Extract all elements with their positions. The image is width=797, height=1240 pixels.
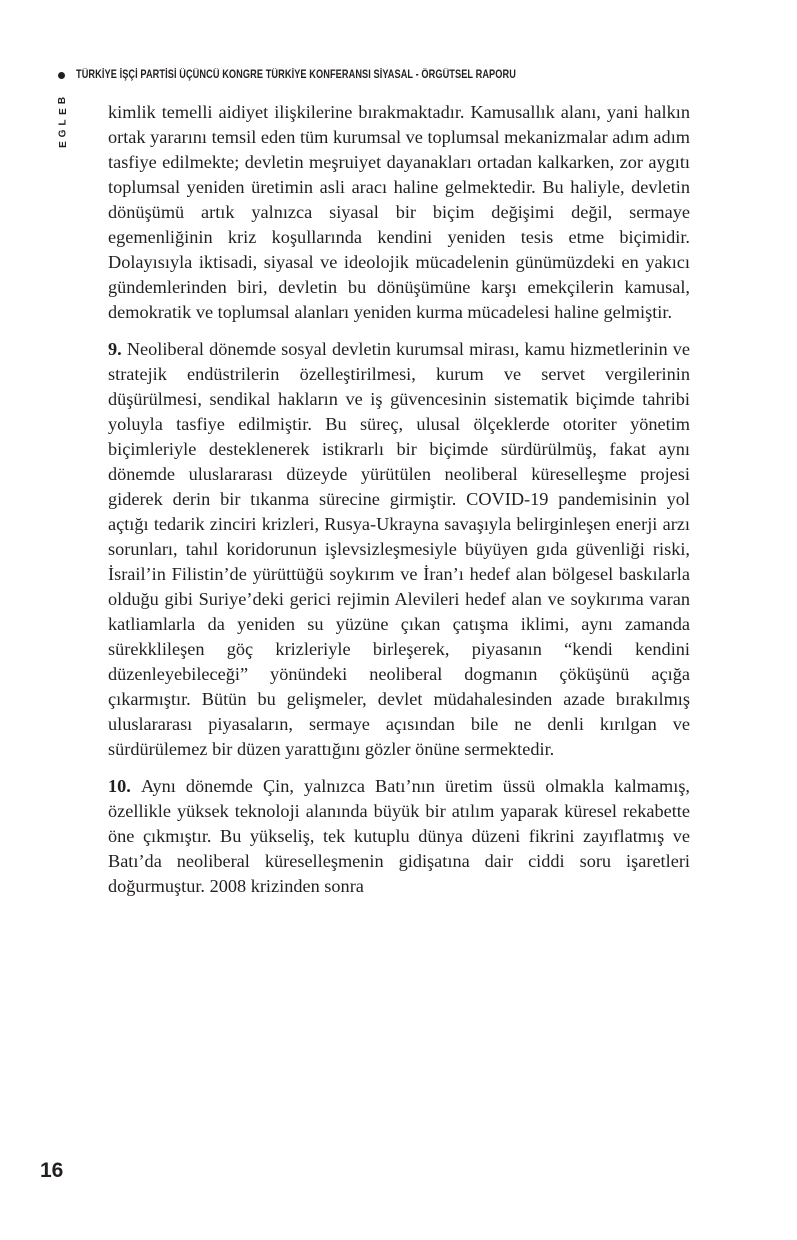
paragraph-number: 10.: [108, 776, 141, 796]
paragraph: [108, 774, 690, 899]
side-label-letter: G: [57, 129, 69, 138]
side-label-letter: E: [57, 108, 69, 115]
paragraph: [108, 100, 690, 325]
side-label-letter: B: [57, 96, 69, 105]
side-label-letter: L: [57, 119, 69, 126]
running-header: [58, 67, 626, 83]
page-number: 16: [40, 1159, 64, 1182]
bullet-icon: [58, 72, 65, 79]
side-label-letter: E: [57, 141, 69, 148]
paragraph-text: kimlik temelli aidiyet ilişkilerine bırakmaktadır. Kamusallık alanı, yani halkın ortak yararını temsil eden tüm kurumsal ve toplumsal mekanizmalar adım adım tasfiye edilmekte; devletin meşruiyet dayanakları ortadan kalkarken, zor aygıtı toplumsal yeniden üretimin asli aracı haline gelmektedir. Bu haliyle, devletin dönüşümü artık yalnızca siyasal bir biçim değişimi değil, sermaye egemenliğinin kriz koşullarında kendini yeniden tesis etme biçimidir. Dolayısıyla iktisadi, siyasal ve ideolojik mücadelenin günümüzdeki en yakıcı gündemlerinden biri, devletin bu dönüşümüne karşı emekçilerin kamusal, demokratik ve toplumsal alanları yeniden kurma mücadelesi haline gelmiştir.: [108, 102, 690, 322]
running-title: TÜRKİYE İŞÇİ PARTİSİ ÜÇÜNCÜ KONGRE TÜRKİYE KONFERANSI SİYASAL - ÖRGÜTSEL RAPORU: [76, 69, 516, 81]
paragraph-text: Aynı dönemde Çin, yalnızca Batı’nın üretim üssü olmakla kalmamış, özellikle yüksek teknoloji alanında büyük bir atılım yaparak küresel rekabette öne çıkmıştır. Bu yükseliş, tek kutuplu dünya düzeni fikrini zayıflatmış ve Batı’da neoliberal küreselleşmenin gidişatına dair ciddi soru işaretleri doğurmuştur. 2008 krizinden sonra: [108, 776, 690, 896]
paragraph-text: Neoliberal dönemde sosyal devletin kurumsal mirası, kamu hizmetlerinin ve stratejik endüstrilerin özelleştirilmesi, kurum ve servet vergilerinin düşürülmesi, sendikal hakların ve iş güvencesinin sistematik biçimde tahribi yoluyla tasfiye edilmiştir. Bu süreç, ulusal ölçeklerde otoriter yönetim biçimleriyle desteklenerek istikrarlı bir biçimde sürdürülmüş, fakat aynı dönemde uluslararası düzeyde yürütülen neoliberal küreselleşme projesi giderek derin bir tıkanma sürecine girmiştir. COVID-19 pandemisinin yol açtığı tedarik zinciri krizleri, Rusya-Ukrayna savaşıyla belirginleşen enerji arzı sorunları, tahıl koridorunun işlevsizleşmesiyle büyüyen gıda güvenliği riski, İsrail’in Filistin’de yürüttüğü soykırım ve İran’ı hedef alan bölgesel baskılarla olduğu gibi Suriye’deki gerici rejimin Alevileri hedef alan ve soykırıma varan katliamlarla da yeniden su yüzüne çıkan çatışma iklimi, aynı zamanda sürekklileşen göç krizleriyle birleşerek, piyasanın “kendi kendini düzenleyebileceği” yönündeki neoliberal dogmanın çöküşünü açığa çıkarmıştır. Bütün bu gelişmeler, devlet müdahalesinden azade bırakılmış uluslararası piyasaların, sermaye açısından bile ne denli kırılgan ve sürdürülemez bir düzen yarattığını gözler önüne sermektedir.: [108, 339, 691, 759]
paragraph-number: 9.: [108, 339, 127, 359]
paragraph: [108, 337, 690, 762]
side-section-label: [56, 95, 70, 150]
body-text: [108, 100, 690, 911]
